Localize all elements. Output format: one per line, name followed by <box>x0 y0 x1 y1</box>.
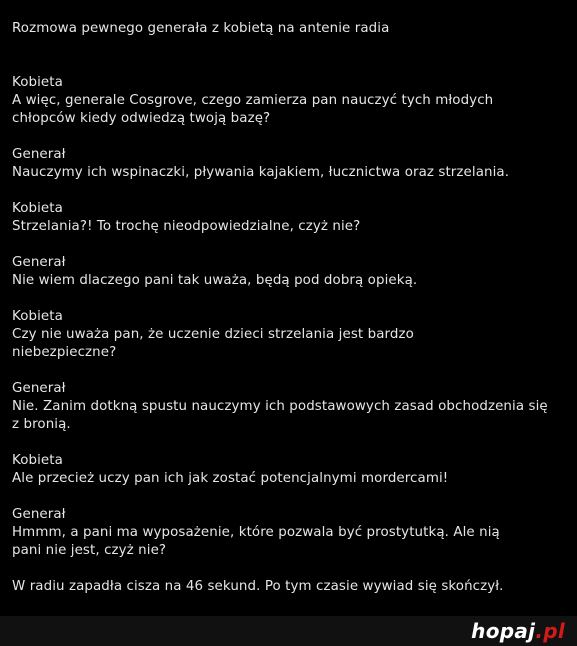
dialogue-block <box>12 506 552 560</box>
story-title: Rozmowa pewnego generała z kobietą na antenie radia <box>12 21 390 36</box>
speaker-label: Kobieta <box>12 453 63 468</box>
speaker-label: Kobieta <box>12 309 63 324</box>
dialogue-block <box>12 74 552 128</box>
dialogue-line: A więc, generale Cosgrove, czego zamierza pan nauczyć tych młodych <box>12 93 494 108</box>
dialogue-line: Nie. Zanim dotkną spustu nauczymy ich podstawowych zasad obchodzenia się <box>12 399 548 414</box>
dialogue-line: Hmmm, a pani ma wyposażenie, które pozwala być prostytutką. Ale nią <box>12 525 500 540</box>
speaker-label: Kobieta <box>12 201 63 216</box>
dialogue-block <box>12 380 552 434</box>
dialogue-line: Ale przecież uczy pan ich jak zostać potencjalnymi mordercami! <box>12 471 449 486</box>
dialogue-block <box>12 254 552 290</box>
logo-tld: pl <box>543 619 565 643</box>
dialogue-line: Czy nie uważa pan, że uczenie dzieci strzelania jest bardzo <box>12 327 414 342</box>
dialogue-block <box>12 308 552 362</box>
dialogue-line: pani nie jest, czyż nie? <box>12 543 167 558</box>
dialogue-line: Nie wiem dlaczego pani tak uważa, będą pod dobrą opieką. <box>12 273 418 288</box>
dialogue-block <box>12 200 552 236</box>
logo-main-text: hopaj <box>471 619 536 643</box>
footer-bar <box>0 616 577 646</box>
dialogue-line: Nauczymy ich wspinaczki, pływania kajakiem, łucznictwa oraz strzelania. <box>12 165 510 180</box>
speaker-label: Kobieta <box>12 75 63 90</box>
title-spacer <box>12 38 552 74</box>
speaker-label: Generał <box>12 255 66 270</box>
dialogue-line: niebezpieczne? <box>12 345 117 360</box>
dialogue-line: Strzelania?! To trochę nieodpowiedzialne, czyż nie? <box>12 219 361 234</box>
story-ending: W radiu zapadła cisza na 46 sekund. Po tym czasie wywiad się skończył. <box>12 579 504 594</box>
site-logo <box>471 619 565 643</box>
dialogue-line: z bronią. <box>12 417 71 432</box>
dialogue-block <box>12 146 552 182</box>
dialogue-block <box>12 452 552 488</box>
logo-dot: . <box>535 619 544 643</box>
story-text <box>12 20 552 596</box>
speaker-label: Generał <box>12 381 66 396</box>
speaker-label: Generał <box>12 147 66 162</box>
speaker-label: Generał <box>12 507 66 522</box>
dialogue-line: chłopców kiedy odwiedzą twoją bazę? <box>12 111 271 126</box>
